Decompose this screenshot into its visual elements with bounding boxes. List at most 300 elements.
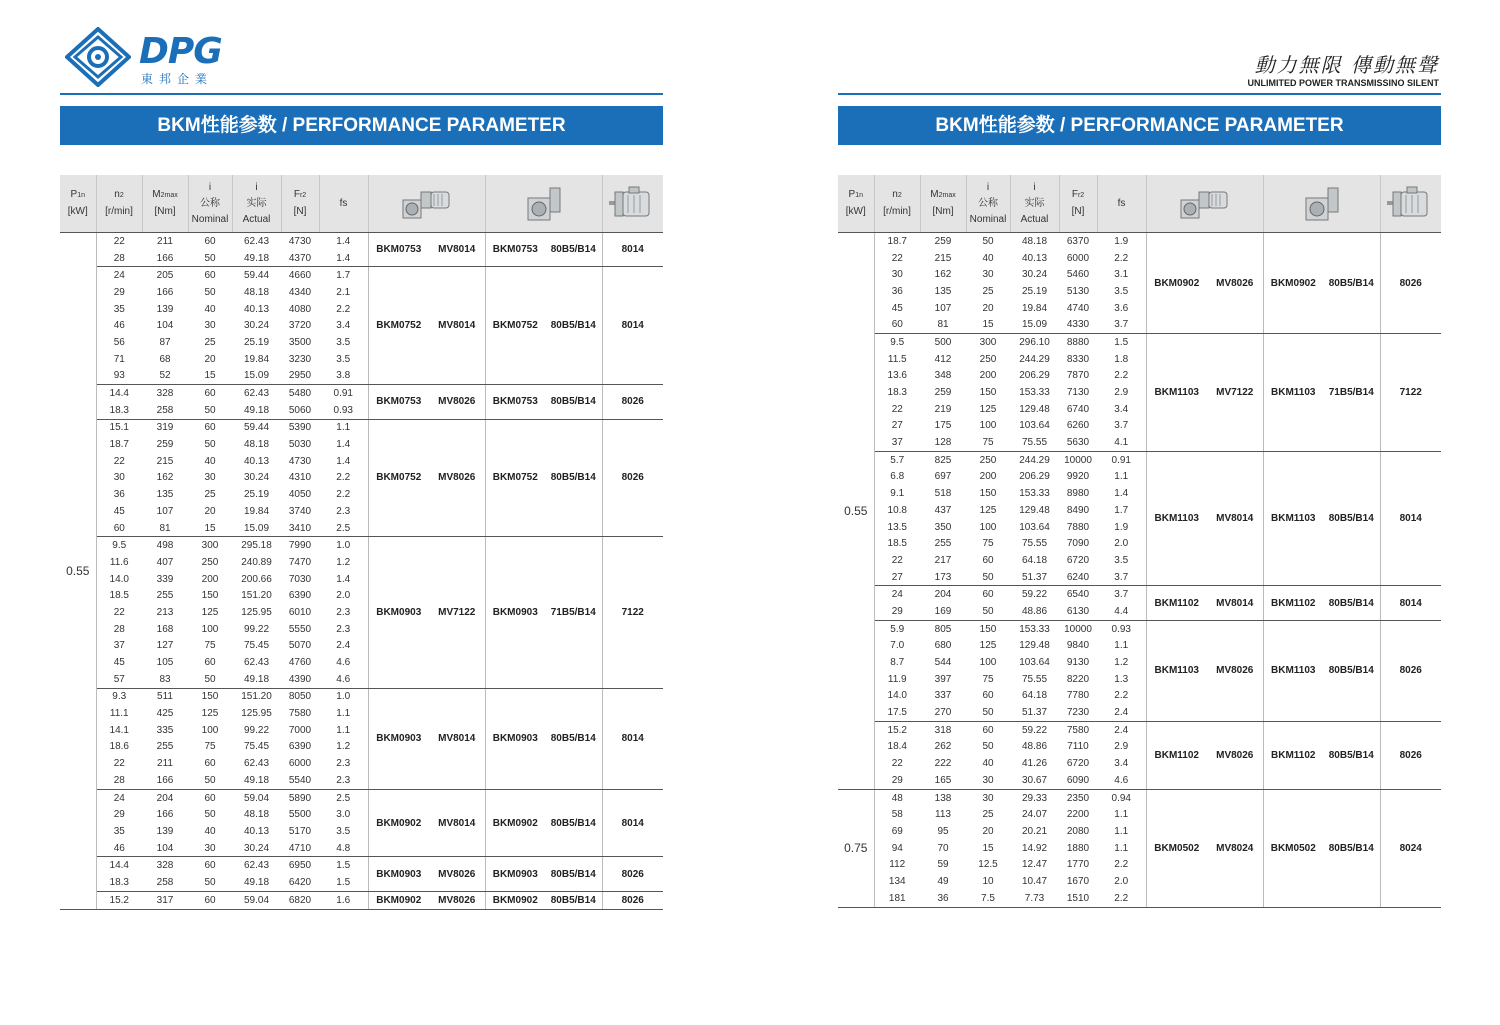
ratio-actual-cell: 75.55 [1021,673,1048,685]
dpg-emblem-icon [65,27,131,87]
radial-force-cell: 2950 [288,370,312,382]
speed-cell: 18.3 [109,876,129,888]
torque-cell: 70 [937,842,949,854]
speed-cell: 22 [891,252,903,264]
table-row [60,419,663,436]
label-en: Actual [242,213,271,225]
motor-model-cell: MV8014 [429,233,485,267]
ratio-nominal-cell: 50 [982,707,994,719]
dpg-logo [65,27,265,87]
ratio-actual-cell: 62.43 [232,857,281,874]
motor-model-cell: MV8026 [1207,721,1263,789]
torque-cell: 259 [934,387,952,399]
ratio-nominal-cell: 300 [966,334,1010,351]
ratio-actual-cell: 48.18 [243,439,270,451]
ratio-nominal-cell: 30 [966,789,1010,806]
ratio-nominal-cell: 50 [204,809,216,821]
torque-cell: 162 [934,269,952,281]
table-row [60,385,663,402]
service-factor-cell: 3.7 [1114,571,1129,583]
speed-cell: 57 [113,673,125,685]
ratio-nominal-cell: 250 [201,556,219,568]
ratio-nominal-cell: 100 [201,724,219,736]
speed-cell: 6.8 [890,471,905,483]
radial-force-cell: 5480 [281,385,319,402]
table-row [838,789,1441,806]
radial-force-cell: 6130 [1066,605,1090,617]
speed-cell: 22 [891,554,903,566]
torque-cell: 805 [920,620,966,637]
gearbox-model-cell: BKM1103 [1263,620,1323,721]
page-title: BKM性能参数 / PERFORMANCE PARAMETER [838,106,1441,145]
radial-force-cell: 1880 [1066,842,1090,854]
ratio-actual-cell: 103.64 [1019,420,1050,432]
gearbox-flange-icon [518,184,570,224]
ratio-nominal-cell: 60 [204,657,216,669]
motor-code-cell: 8026 [602,857,663,891]
torque-cell: 259 [156,439,174,451]
ratio-nominal-cell: 100 [979,657,997,669]
ratio-nominal-cell: 50 [204,252,216,264]
ratio-nominal-cell: 40 [204,303,216,315]
torque-cell: 397 [934,673,952,685]
torque-cell: 259 [934,235,952,247]
service-factor-cell: 0.91 [319,385,368,402]
radial-force-cell: 9840 [1066,640,1090,652]
symbol-sub: 2max [938,192,956,199]
ratio-actual-cell: 64.18 [1021,554,1048,566]
table-row [838,233,1441,250]
torque-cell: 168 [156,623,174,635]
service-factor-cell: 1.4 [336,455,351,467]
service-factor-cell: 2.0 [1114,875,1129,887]
torque-cell: 135 [934,285,952,297]
gearbox-model-cell: BKM0903 [485,857,545,891]
flange-cell: 80B5/B14 [1323,586,1380,620]
speed-cell: 60 [113,522,125,534]
ratio-actual-cell: 30.24 [1021,269,1048,281]
ratio-nominal-cell: 40 [204,455,216,467]
symbol-main: n [114,189,120,200]
label-cn: 实际 [246,197,267,209]
service-factor-cell: 1.4 [336,439,351,451]
speed-cell: 27 [891,571,903,583]
speed-cell: 5.9 [874,620,920,637]
torque-cell: 166 [156,252,174,264]
motor-code-cell: 8014 [602,233,663,267]
unit: [kW] [845,206,866,217]
ratio-actual-cell: 153.33 [1010,620,1059,637]
col-service-factor [1097,175,1146,233]
speed-cell: 11.1 [109,708,129,720]
symbol-sub: r2 [299,192,307,199]
ratio-actual-cell: 48.86 [1021,741,1048,753]
gear-motor-icon [1179,184,1231,224]
speed-cell: 9.5 [96,537,142,554]
ratio-nominal-cell: 15 [982,319,994,331]
ratio-actual-cell: 103.64 [1019,657,1050,669]
ratio-actual-cell: 153.33 [1019,387,1050,399]
symbol [152,189,177,200]
speed-cell: 11.6 [109,556,129,568]
radial-force-cell: 8880 [1059,334,1097,351]
torque-cell: 255 [934,538,952,550]
ratio-actual-cell: 48.18 [243,286,270,298]
speed-cell: 30 [113,472,125,484]
power-cell: 0.75 [838,789,874,907]
service-factor-cell: 1.2 [336,556,351,568]
ratio-symbol: i [986,181,990,193]
speed-cell: 29 [891,774,903,786]
radial-force-cell: 6540 [1059,586,1097,603]
table-row [60,267,663,284]
speed-cell: 17.5 [887,707,907,719]
table-row [838,620,1441,637]
service-factor-cell: 3.4 [1114,403,1129,415]
ratio-actual-cell: 153.33 [1019,488,1050,500]
torque-cell: 204 [920,586,966,603]
speed-cell: 18.3 [887,387,907,399]
speed-cell: 14.4 [96,385,142,402]
service-factor-cell: 2.2 [336,489,351,501]
table-row [60,789,663,806]
ratio-actual-cell: 48.18 [1021,235,1048,247]
symbol-main: M [930,189,939,200]
ratio-symbol: i [208,181,212,193]
label: fs [1117,197,1126,209]
ratio-nominal-cell: 20 [204,353,216,365]
ratio-nominal-cell: 150 [201,590,219,602]
torque-cell: 139 [156,303,174,315]
ratio-nominal-cell: 60 [188,891,232,909]
motor-code-cell: 8014 [602,267,663,385]
ratio-actual-cell: 30.24 [243,842,270,854]
ratio-actual-cell: 20.21 [1021,825,1048,837]
ratio-nominal-cell: 50 [982,571,994,583]
radial-force-cell: 5460 [1066,269,1090,281]
motor-code-cell: 8014 [602,789,663,857]
gear-model-cell: BKM1102 [1146,586,1207,620]
symbol [71,189,85,200]
radial-force-cell: 3230 [288,353,312,365]
left-page [60,0,663,1025]
gear-model-cell: BKM0902 [368,891,429,909]
torque-cell: 175 [934,420,952,432]
service-factor-cell: 3.5 [1114,285,1129,297]
gearbox-model-cell: BKM1103 [1263,451,1323,586]
symbol-sub: 2max [160,192,178,199]
radial-force-cell: 7580 [1059,721,1097,738]
speed-cell: 9.5 [874,334,920,351]
symbol [892,189,901,200]
ratio-actual-cell: 64.18 [1021,690,1048,702]
ratio-nominal-cell: 60 [188,857,232,874]
page-title: BKM性能参数 / PERFORMANCE PARAMETER [60,106,663,145]
radial-force-cell: 5130 [1066,285,1090,297]
speed-cell: 18.4 [887,741,907,753]
ratio-actual-cell: 125.95 [241,708,272,720]
service-factor-cell: 3.6 [1114,302,1129,314]
speed-cell: 11.9 [887,673,907,685]
service-factor-cell: 1.0 [319,537,368,554]
col-radial-force [1059,175,1097,233]
ratio-nominal-cell: 12.5 [978,859,998,871]
label: fs [339,197,348,209]
service-factor-cell: 3.5 [336,336,351,348]
speed-cell: 181 [874,890,920,907]
ratio-nominal-cell: 60 [982,554,994,566]
radial-force-cell: 4370 [288,252,312,264]
speed-cell: 48 [874,789,920,806]
ratio-actual-cell: 151.20 [232,688,281,705]
radial-force-cell: 6820 [281,891,319,909]
speed-cell: 9.3 [96,688,142,705]
motor-model-cell: MV8014 [1207,451,1263,586]
speed-cell: 37 [113,640,125,652]
radial-force-cell: 8050 [281,688,319,705]
speed-cell: 18.7 [887,235,907,247]
ratio-nominal-cell: 100 [201,623,219,635]
radial-force-cell: 9130 [1066,657,1090,669]
ratio-actual-cell: 29.33 [1010,789,1059,806]
ratio-actual-cell: 295.18 [232,537,281,554]
ratio-actual-cell: 40.13 [1021,252,1048,264]
gear-model-cell: BKM1103 [1146,451,1207,586]
service-factor-cell: 3.7 [1097,586,1146,603]
ratio-nominal-cell: 200 [979,370,997,382]
radial-force-cell: 1770 [1066,859,1090,871]
torque-cell: 162 [156,472,174,484]
radial-force-cell: 6010 [288,606,312,618]
unit: [N] [293,206,307,217]
torque-cell: 95 [937,825,949,837]
unit: [N] [1071,206,1085,217]
gear-model-cell: BKM0902 [1146,233,1207,334]
ratio-nominal-cell: 50 [982,741,994,753]
motor-code-cell: 8026 [1380,233,1441,334]
service-factor-cell: 1.7 [319,267,368,284]
radial-force-cell: 7580 [288,708,312,720]
power-cell: 0.55 [60,233,96,910]
speed-cell: 13.5 [887,521,907,533]
torque-cell: 59 [937,859,949,871]
motor-model-cell: MV8014 [429,267,485,385]
flange-cell: 80B5/B14 [545,891,602,909]
ratio-nominal-cell: 50 [982,605,994,617]
torque-cell: 204 [142,789,188,806]
symbol [294,189,306,200]
ratio-nominal-cell: 50 [204,774,216,786]
ratio-nominal-cell: 75 [982,538,994,550]
radial-force-cell: 10000 [1059,451,1097,468]
ratio-actual-cell: 296.10 [1010,334,1059,351]
speed-cell: 45 [891,302,903,314]
radial-force-cell: 3500 [288,336,312,348]
radial-force-cell: 7990 [281,537,319,554]
col-ratio-actual [1010,175,1059,233]
ratio-nominal-cell: 60 [204,758,216,770]
ratio-nominal-cell: 125 [979,504,997,516]
service-factor-cell: 0.94 [1097,789,1146,806]
torque-cell: 211 [157,758,173,770]
service-factor-cell: 1.4 [336,252,351,264]
torque-cell: 680 [934,640,952,652]
service-factor-cell: 3.4 [336,320,351,332]
radial-force-cell: 4050 [288,489,312,501]
ratio-actual-cell: 49.18 [243,673,270,685]
service-factor-cell: 0.93 [333,404,353,416]
ratio-nominal-cell: 60 [982,690,994,702]
gearbox-model-cell: BKM1102 [1263,586,1323,620]
table-row [60,688,663,705]
flange-cell: 71B5/B14 [1323,334,1380,452]
ratio-actual-cell: 19.84 [243,505,270,517]
symbol-main: n [892,189,898,200]
torque-cell: 139 [156,825,174,837]
torque-cell: 518 [934,488,952,500]
radial-force-cell: 9920 [1066,471,1090,483]
speed-cell: 71 [113,353,125,365]
col-torque [142,175,188,233]
radial-force-cell: 4340 [288,286,312,298]
service-factor-cell: 1.2 [1114,657,1129,669]
ratio-actual-cell: 125.95 [241,606,272,618]
symbol-main: F [293,189,300,200]
radial-force-cell: 4390 [288,673,312,685]
torque-cell: 36 [920,890,966,907]
ratio-actual-cell: 12.47 [1021,859,1048,871]
table-row [60,891,663,909]
speed-cell: 10.8 [887,504,907,516]
radial-force-cell: 2200 [1066,809,1090,821]
torque-cell: 128 [934,437,952,449]
ratio-actual-cell: 19.84 [1021,302,1048,314]
table-row [60,857,663,874]
ratio-actual-cell: 75.55 [1021,538,1048,550]
speed-cell: 46 [113,842,125,854]
service-factor-cell: 2.2 [1114,252,1129,264]
label-en: Nominal [969,213,1007,225]
ratio-nominal-cell: 25 [982,285,994,297]
col-ratio-actual [232,175,281,233]
ratio-actual-cell: 62.43 [232,385,281,402]
ratio-actual-cell: 40.13 [243,825,270,837]
gear-model-cell: BKM0752 [368,267,429,385]
service-factor-cell: 2.4 [1114,707,1129,719]
ratio-nominal-cell: 60 [204,235,216,247]
label-cn: 实际 [1024,197,1045,209]
speed-cell: 14.0 [109,573,129,585]
flange-cell: 80B5/B14 [545,267,602,385]
ratio-actual-cell: 59.44 [232,267,281,284]
symbol-main: M [152,189,161,200]
ratio-nominal-cell: 20 [982,302,994,314]
service-factor-cell: 2.2 [1114,859,1129,871]
table-row [60,537,663,554]
radial-force-cell: 7000 [288,724,312,736]
header-row [838,175,1441,233]
torque-cell: 217 [934,554,952,566]
radial-force-cell: 8490 [1066,504,1090,516]
radial-force-cell: 7470 [288,556,312,568]
torque-cell: 318 [920,721,966,738]
radial-force-cell: 2080 [1066,825,1090,837]
radial-force-cell: 4330 [1066,319,1090,331]
ratio-nominal-cell: 200 [979,471,997,483]
speed-cell: 11.5 [887,353,907,365]
ratio-nominal-cell: 50 [204,286,216,298]
motor-code-cell: 7122 [602,537,663,688]
motor-code-cell: 8026 [1380,721,1441,789]
radial-force-cell: 6090 [1066,774,1090,786]
radial-force-cell: 4660 [281,267,319,284]
service-factor-cell: 1.5 [319,857,368,874]
speed-cell: 22 [113,235,125,247]
speed-cell: 15.2 [96,891,142,909]
ratio-actual-cell: 30.24 [243,472,270,484]
speed-cell: 18.7 [109,439,129,451]
service-factor-cell: 2.4 [336,640,351,652]
motor-model-cell: MV8014 [429,789,485,857]
ratio-actual-cell: 19.84 [243,353,270,365]
torque-cell: 262 [934,741,952,753]
table-row [838,721,1441,738]
symbol-sub: r2 [1077,192,1085,199]
flange-cell: 80B5/B14 [545,419,602,537]
ratio-actual-cell: 25.19 [243,489,270,501]
torque-cell: 105 [156,657,174,669]
label-en: Actual [1020,213,1049,225]
unit: [r/min] [883,206,911,217]
speed-cell: 18.3 [109,404,129,416]
ratio-nominal-cell: 60 [188,419,232,436]
service-factor-cell: 3.7 [1114,319,1129,331]
ratio-nominal-cell: 125 [201,708,219,720]
speed-cell: 8.7 [890,657,905,669]
ratio-nominal-cell: 150 [979,387,997,399]
torque-cell: 83 [159,673,171,685]
service-factor-cell: 0.93 [1097,620,1146,637]
gearbox-model-cell: BKM1103 [1263,334,1323,452]
radial-force-cell: 10000 [1059,620,1097,637]
symbol-main: P [848,189,856,200]
symbol-main: P [70,189,78,200]
torque-cell: 205 [142,267,188,284]
ratio-nominal-cell: 15 [204,522,216,534]
service-factor-cell: 2.3 [336,505,351,517]
unit: [Nm] [154,206,176,217]
speed-cell: 22 [113,455,125,467]
flange-cell: 71B5/B14 [545,537,602,688]
torque-cell: 68 [159,353,171,365]
radial-force-cell: 4710 [288,842,312,854]
torque-cell: 166 [156,809,174,821]
radial-force-cell: 6260 [1066,420,1090,432]
col-torque [920,175,966,233]
ratio-actual-cell: 30.24 [243,320,270,332]
torque-cell: 511 [142,688,188,705]
service-factor-cell: 1.1 [336,708,351,720]
service-factor-cell: 2.5 [336,522,351,534]
ratio-actual-cell: 75.45 [243,741,270,753]
motor-code-cell: 8024 [1380,789,1441,907]
speed-cell: 14.0 [887,690,907,702]
radial-force-cell: 6950 [281,857,319,874]
speed-cell: 22 [891,403,903,415]
torque-cell: 87 [159,336,171,348]
symbol-sub: 1n [855,192,863,199]
ratio-nominal-cell: 10 [982,875,994,887]
